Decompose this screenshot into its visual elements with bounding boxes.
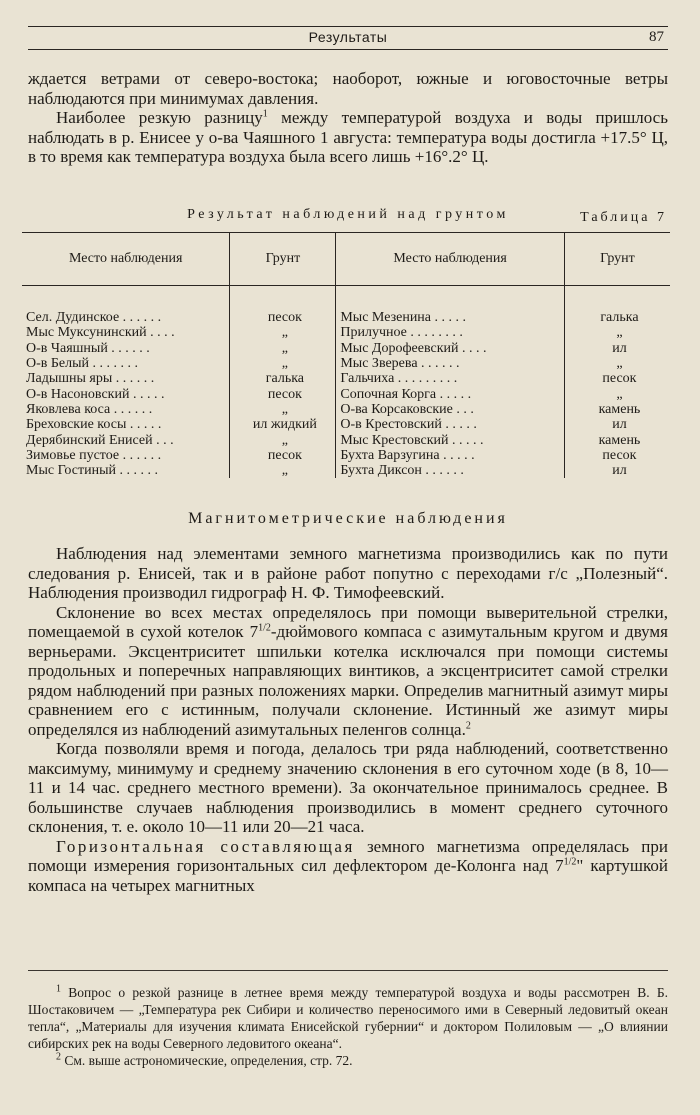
ground-cell: камень — [564, 432, 670, 447]
ground-cell: ил — [564, 341, 670, 356]
table-row — [22, 356, 670, 371]
footnote-1: $^1$ Вопрос о резкой разнице в летнее время между температурой воздуха и воды рассмотрен В. Б. Шостаковичем — „Температура рек Сибири и количество переносимого ими в Северный ледовитый океан тепла“, „Материалы для изучения климата Енисейской губернии“ и доктором Полиловым — „О влиянии сибирских рек на воды Северного ледовитого океана“. — [28, 983, 668, 1051]
table-row — [22, 371, 670, 386]
table-row — [22, 386, 670, 401]
ground-cell: „ — [230, 341, 336, 356]
running-header — [28, 26, 668, 50]
place-cell: Мыс Гостиный . . . . . . — [26, 463, 158, 479]
ground-cell: песок — [230, 448, 336, 463]
ground-cell: ил жидкий — [230, 417, 336, 432]
place-cell: О-ва Корсаковские . . . — [336, 402, 565, 417]
section-heading: Магнитометрические наблюдения — [188, 510, 508, 527]
footnote-rule — [28, 970, 668, 971]
ground-cell: „ — [564, 356, 670, 371]
place-cell: О-в Чаяшный . . . . . . — [26, 340, 150, 356]
ground-cell: песок — [230, 310, 336, 325]
footnotes — [28, 984, 668, 1069]
footnote-ref-1: 1 — [262, 108, 268, 120]
ground-cell: „ — [230, 402, 336, 417]
table-row — [22, 448, 670, 463]
ground-cell: „ — [230, 325, 336, 340]
place-cell: Яковлева коса . . . . . . — [26, 401, 153, 417]
place-cell: Бреховские косы . . . . . — [26, 417, 162, 433]
place-cell: Зимовье пустое . . . . . . — [26, 447, 162, 463]
ground-cell: „ — [230, 432, 336, 447]
ground-cell: песок — [564, 371, 670, 386]
place-cell: Мыс Мезенина . . . . . — [336, 310, 565, 325]
ground-cell: галька — [564, 310, 670, 325]
ground-cell: ил — [564, 417, 670, 432]
place-cell: Мыс Крестовский . . . . . — [336, 432, 565, 447]
table-number: Таблица 7 — [580, 210, 667, 225]
ground-cell: „ — [230, 356, 336, 371]
table-row — [22, 310, 670, 325]
footnote-2: $^2$ См. выше астрономические, определения, стр. 72. — [56, 1051, 353, 1068]
place-cell: Бухта Варзугина . . . . . — [336, 448, 565, 463]
section-paragraph-1: Наблюдения над элементами земного магнетизма производились как по пути следования р. Енисей, так и в районе работ попутно с переходами г/с „Полезный“. Наблюдения производил гидрограф Н. Ф. Тимофеевский. — [28, 544, 668, 602]
ground-cell: ил — [564, 463, 670, 478]
intro-paragraph-1: ждается ветрами от северо-востока; наоборот, южные и юговосточные ветры наблюдаются при минимумах давления. — [28, 69, 668, 108]
ground-cell: песок — [230, 386, 336, 401]
place-cell: Гальчиха . . . . . . . . . — [336, 371, 565, 386]
place-cell: О-в Белый . . . . . . . — [26, 356, 139, 372]
place-cell: О-в Насоновский . . . . . — [26, 386, 165, 402]
place-cell: Мыс Муксунинский . . . . — [26, 325, 175, 341]
ground-cell: галька — [230, 371, 336, 386]
fraction: 1/2 — [258, 622, 271, 634]
table-row — [22, 341, 670, 356]
running-title: Результаты — [308, 29, 388, 45]
footnote-ref-2: 2 — [465, 719, 471, 731]
place-cell: Прилучное . . . . . . . . — [336, 325, 565, 340]
section-paragraph-4: Горизонтальная составляющая земного магнетизма определялась при помощи измерения горизонтальных сил дефлектором де-Колонга над $7^{1/2}$" картушкой компаса на четырех магнитных — [28, 836, 668, 895]
ground-cell: „ — [564, 325, 670, 340]
col-place-1: Место наблюдения — [22, 233, 230, 286]
section-paragraph-3: Когда позволяли время и погода, делалось три ряда наблюдений, соответственно максимуму, минимуму и среднему значению склонения в его суточном ходе (в 8, 10—11 и 14 час. среднего местного времени). За окончательное принималось среднее. В большинстве случаев наблюдения производились в момент среднего суточного склонения, т. е. около 10—11 или 20—21 часа. — [28, 739, 668, 836]
ground-cell: „ — [230, 463, 336, 478]
ground-cell: камень — [564, 402, 670, 417]
col-place-2: Место наблюдения — [336, 233, 565, 286]
place-cell: Мыс Дорофеевский . . . . — [336, 341, 565, 356]
intro-text — [28, 69, 668, 167]
table-row — [22, 402, 670, 417]
table-row — [22, 432, 670, 447]
table-title: Результат наблюдений над грунтом — [187, 207, 509, 222]
place-cell: Сопочная Корга . . . . . — [336, 386, 565, 401]
ground-cell: „ — [564, 386, 670, 401]
table-row — [22, 325, 670, 340]
place-cell: Бухта Диксон . . . . . . — [336, 463, 565, 478]
place-cell: Дерябинский Енисей . . . — [26, 432, 174, 448]
page-number: 87 — [649, 29, 664, 45]
section-text — [28, 544, 668, 895]
ground-table — [22, 232, 670, 478]
ground-cell: песок — [564, 448, 670, 463]
table-row — [22, 417, 670, 432]
col-ground-2: Грунт — [564, 233, 670, 286]
place-cell: Сел. Дудинское . . . . . . — [26, 310, 162, 326]
place-cell: Мыс Зверева . . . . . . — [336, 356, 565, 371]
section-paragraph-2: Склонение во всех местах определялось при помощи выверительной стрелки, помещаемой в сухой котелок $7^{1/2}$-дюймового компаса с азимутальным кругом и двумя верньерами. Эксцентриситет шпильки котелка исключался при помощи системы продольных и поперечных направляющих винтиков, а эксцентриситет самой стрелки рядом наблюдений при разных положениях марки. Определив магнитный азимут миры сравнением его с истинным, получали склонение. Истинный же азимут миры определялся из наблюдений азимутальных пеленгов солнца.$^2$ — [28, 602, 669, 739]
table-header-row — [22, 233, 670, 286]
place-cell: Ладышны яры . . . . . . — [26, 371, 155, 387]
table-row — [22, 463, 670, 478]
fraction: 1/2 — [563, 856, 577, 868]
place-cell: О-в Крестовский . . . . . — [336, 417, 565, 432]
intro-paragraph-2: Наиболее резкую разницу$^1$ между температурой воздуха и воды пришлось наблюдать в р. Енисее у о-ва Чаяшного 1 августа: температура воды достигла +17.5° Ц, в то время как температура воздуха была всего лишь +16°.2° Ц. — [28, 108, 668, 166]
col-ground-1: Грунт — [230, 233, 336, 286]
